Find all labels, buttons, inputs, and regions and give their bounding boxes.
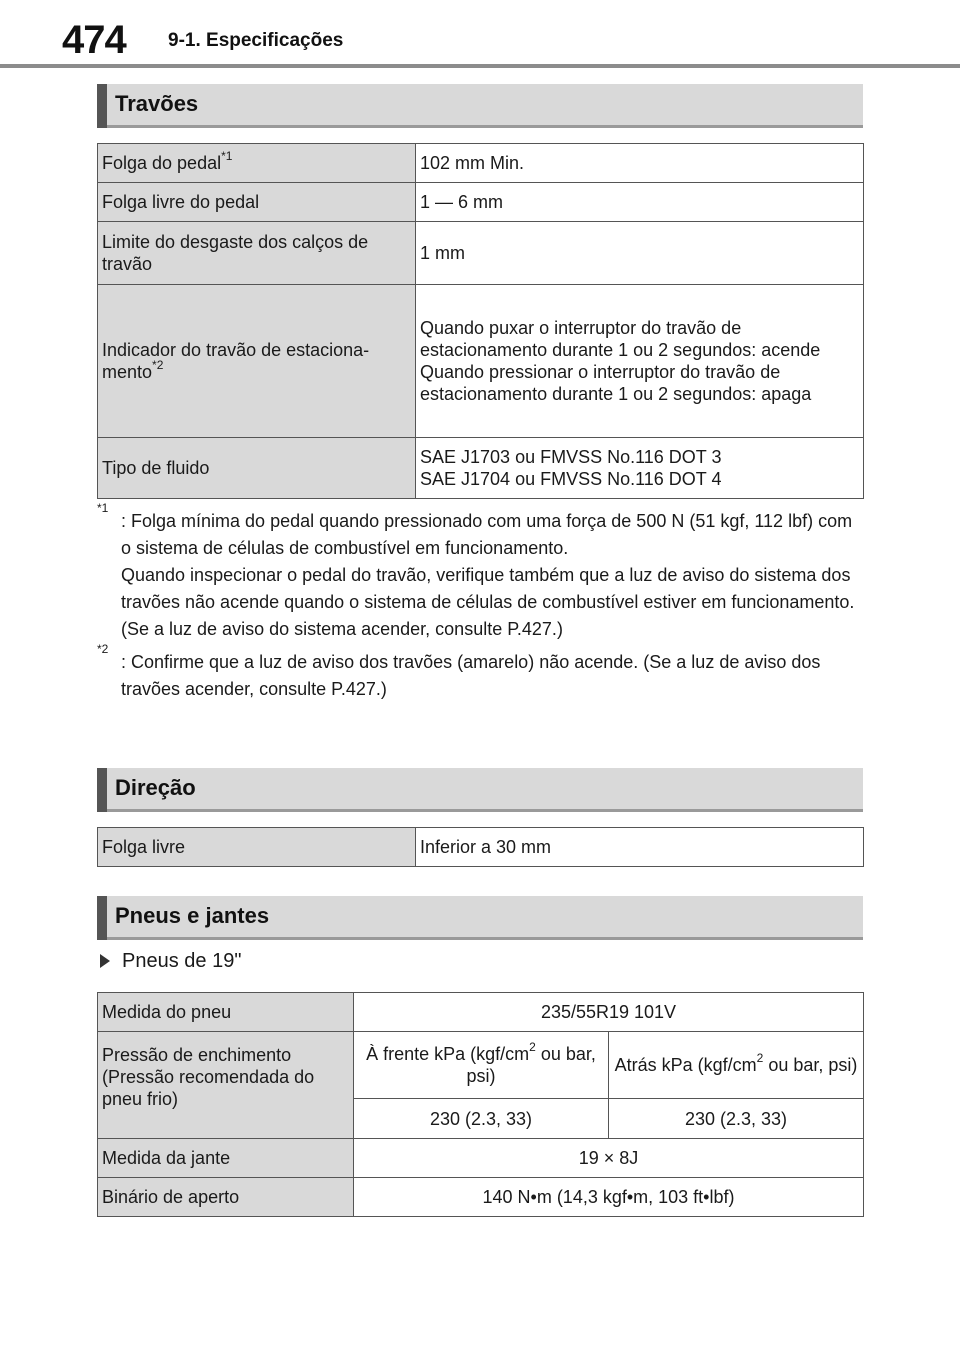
table-cell-label [98,144,416,183]
footnote-text: : Folga mínima do pedal quando pressionado com uma força de 500 N (51 kgf, 112 lbf) com o sistema de células de combustível em funcionamento. [121,511,853,558]
header-text: ou bar, psi) [763,1055,858,1075]
footnotes [97,501,863,703]
section-accent [97,84,107,128]
brakes-table [97,143,864,499]
table-cell-value [416,438,864,499]
table-row [98,285,864,438]
header-text: À frente kPa (kgf/cm [366,1044,530,1064]
parking-indicator-on: Quando puxar o interruptor do travão de estacionamento durante 1 ou 2 segundos: acende [420,318,821,360]
pedal-freeplay-value: 1 — 6 mm [416,183,864,222]
section-title: Travões [115,91,199,116]
torque-label: Binário de aperto [98,1178,354,1217]
table-cell-value [416,285,864,438]
pad-wear-value: 1 mm [416,222,864,285]
tyre-size-heading [100,950,241,973]
table-row [98,144,864,183]
parking-indicator-off: Quando pressionar o interruptor do travão de estacionamento durante 1 ou 2 segundos: apaga [420,362,812,404]
table-row [98,183,864,222]
pad-wear-label: Limite do desgaste dos calços de travão [98,222,416,285]
header-divider [0,64,960,68]
superscript: 2 [756,1051,764,1065]
page-header [0,0,960,68]
fluid-type-dot3: SAE J1703 ou FMVSS No.116 DOT 3 [420,447,722,467]
pressure-label: Pressão de enchimento (Pressão recomendada do pneu frio) [98,1032,354,1139]
section-title: Pneus e jantes [115,903,270,928]
steering-table [97,827,864,867]
tyre-size-label: Medida do pneu [98,993,354,1032]
parking-indicator-label: Indicador do travão de estaciona-mento [102,340,370,382]
torque-value: 140 N•m (14,3 kgf•m, 103 ft•lbf) [354,1178,864,1217]
steering-freeplay-label: Folga livre [98,828,416,867]
table-row [98,828,864,867]
fluid-type-label: Tipo de fluido [98,438,416,499]
chapter-title: 9-1. Especificações [168,30,344,51]
tyres-table [97,992,864,1217]
pedal-clearance-label: Folga do pedal [102,153,222,173]
pedal-freeplay-label: Folga livre do pedal [98,183,416,222]
table-row [98,438,864,499]
footnote-ref: *1 [221,149,233,163]
tyre-size-heading-text: Pneus de 19" [122,950,242,972]
superscript: 2 [529,1040,536,1054]
rim-size-value: 19 × 8J [354,1139,864,1178]
fluid-type-dot4: SAE J1704 ou FMVSS No.116 DOT 4 [420,469,722,489]
header-text: Atrás kPa (kgf/cm [614,1055,757,1075]
table-row [98,1139,864,1178]
section-accent [97,768,107,812]
footnote-text: : Confirme que a luz de aviso dos travões (amarelo) não acende. (Se a luz de aviso dos travões acender, consulte P.427.) [121,652,821,699]
footnote-ref: *2 [152,358,164,372]
header-text: ou bar, psi) [466,1044,596,1086]
front-pressure-value: 230 (2.3, 33) [354,1099,609,1139]
section-heading-direcao [97,768,863,812]
footnote-2: *2 : Confirme que a luz de aviso dos travões (amarelo) não acende. (Se a luz de aviso dos travões acender, consulte P.427.) [97,649,863,703]
table-cell-label [98,285,416,438]
footnote-text: Quando inspecionar o pedal do travão, verifique também que a luz de aviso do sistema dos travões não acende quando o sistema de células de combustível estiver em funcionamento. (Se a luz de aviso do sistema acender, consulte P.427.) [121,565,855,639]
steering-freeplay-value: Inferior a 30 mm [416,828,864,867]
section-title: Direção [115,775,196,800]
table-row [98,1032,864,1099]
rear-pressure-value: 230 (2.3, 33) [609,1099,864,1139]
rear-pressure-header [609,1032,864,1099]
footnote-1: *1 : Folga mínima do pedal quando pressionado com uma força de 500 N (51 kgf, 112 lbf) com o sistema de células de combustível em funcionamento. Quando inspecionar o pedal do travão, verifique também que a luz de aviso do sistema dos travões não acende quando o sistema de células de combustível estiver em funcionamento. (Se a luz de aviso do sistema acender, consulte P.427.) [97,508,863,643]
tyre-size-value: 235/55R19 101V [354,993,864,1032]
table-row [98,1178,864,1217]
page-number: 474 [62,18,126,62]
rim-size-label: Medida da jante [98,1139,354,1178]
section-heading-pneus [97,896,863,940]
table-row [98,993,864,1032]
table-cell-value: 102 mm Min. [416,144,864,183]
section-accent [97,896,107,940]
section-heading-travoes [97,84,863,128]
arrow-bullet-icon [100,954,110,968]
table-row [98,222,864,285]
front-pressure-header [354,1032,609,1099]
